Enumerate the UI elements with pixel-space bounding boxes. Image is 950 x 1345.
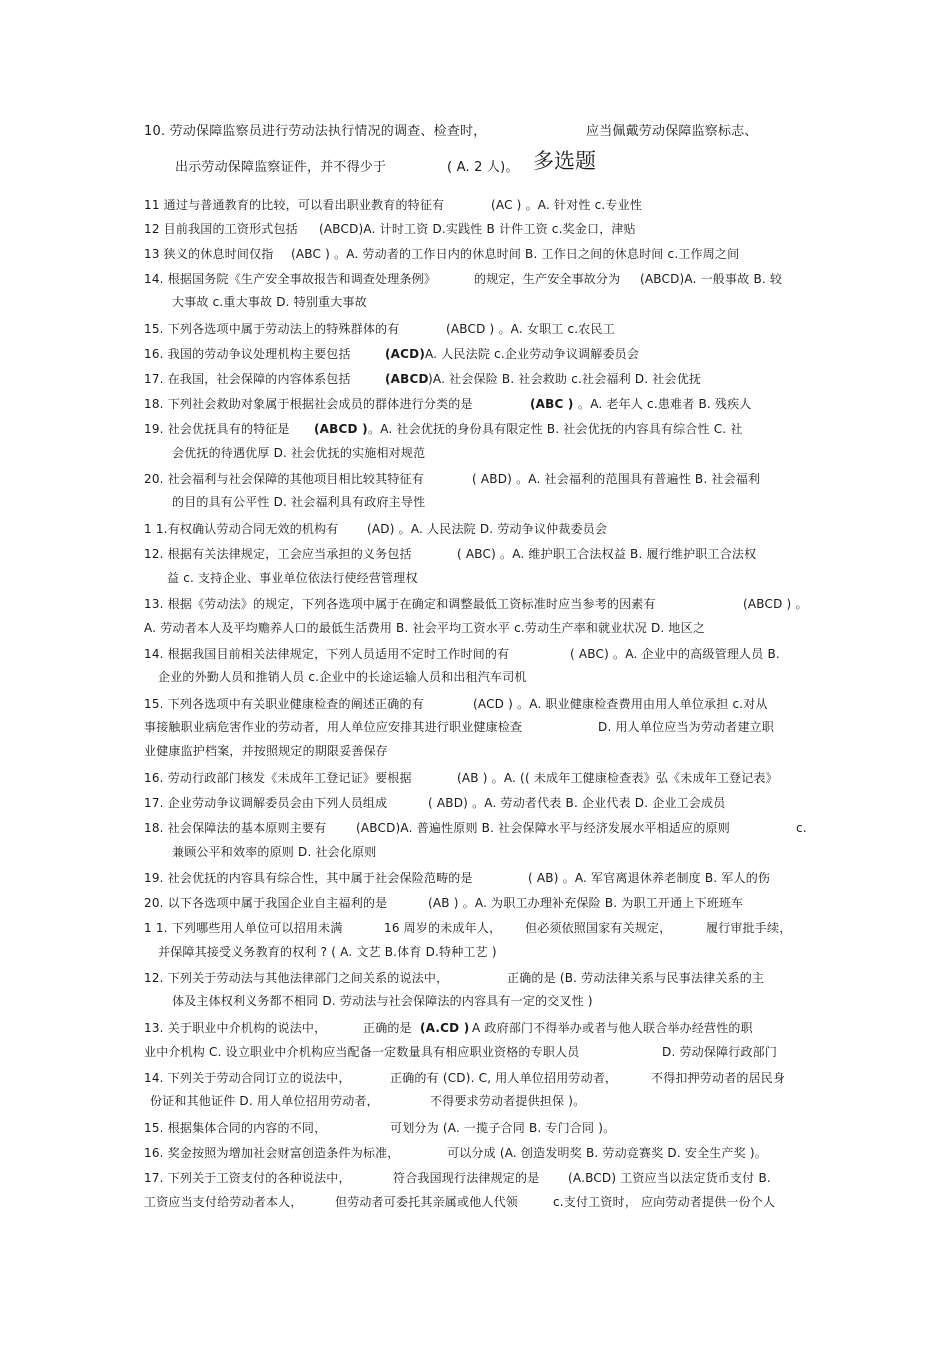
question-text: 17. 在我国，社会保障的内容体系包括	[144, 372, 351, 386]
answer-key: (ABCD	[385, 372, 429, 386]
question-answer: (AD) 。A. 人民法院 D. 劳动争议仲裁委员会	[367, 522, 608, 536]
question-text: 19. 社会优抚的内容具有综合性，其中属于社会保险范畴的是	[144, 871, 473, 885]
question-text: 17. 下列关于工资支付的各种说法中，	[144, 1171, 351, 1185]
question-text: 13. 根据《劳动法》的规定，下列各选项中属于在确定和调整最低工资标准时应当参考的因素有	[144, 597, 656, 611]
question-text: 12. 下列关于劳动法与其他法律部门之间关系的说法中，	[144, 971, 449, 985]
question-answer: (ABCD ) 。A. 女职工 c.农民工	[446, 322, 615, 336]
question-text: 18. 社会保障法的基本原则主要有	[144, 821, 327, 835]
question-answer: 并保障其接受义务教育的权利 ? ( A. 文艺 B.体育 D.特种工艺 )	[158, 945, 497, 959]
question-continuation: 份证和其他证件 D. 用人单位招用劳动者，	[150, 1094, 379, 1108]
q10-line2b: ( A. 2 人)。	[447, 160, 519, 175]
question-text: 正确的是	[363, 1021, 412, 1035]
question-answer: (ACD ) 。A. 职业健康检查费用由用人单位承担 c.对从	[473, 697, 768, 711]
question-text: 13 狭义的休息时间仅指	[144, 247, 274, 261]
question-text: 16 周岁的未成年人，	[384, 921, 502, 935]
question-answer: (ABCD)A. 普遍性原则 B. 社会保障水平与经济发展水平相适应的原则	[356, 821, 730, 835]
question-answer: (ABCD)A. 计时工资 D.实践性 B 计件工资 c.奖金口，津贴	[319, 222, 636, 236]
question-answer: 不得扣押劳动者的居民身	[651, 1071, 786, 1085]
question-answer: ( ABD) 。A. 劳动者代表 B. 企业代表 D. 企业工会成员	[428, 796, 726, 810]
question-continuation: 不得要求劳动者提供担保 )。	[430, 1094, 586, 1108]
question-answer: (A.BCD) 工资应当以法定货币支付 B.	[568, 1171, 771, 1185]
question-answer: 正确的是 (B. 劳动法律关系与民事法律关系的主	[507, 971, 765, 985]
question-continuation: D. 劳动保障行政部门	[662, 1045, 778, 1059]
question-text: 14. 根据我国目前相关法律规定，下列人员适用不定时工作时间的有	[144, 647, 510, 661]
question-text: 15. 根据集体合同的内容的不同，	[144, 1121, 327, 1135]
question-text: 20. 以下各选项中属于我国企业自主福利的是	[144, 896, 388, 910]
question-continuation: 兼顾公平和效率的原则 D. 社会化原则	[172, 845, 377, 859]
question-text: 16. 劳动行政部门核发《未成年工登记证》要根据	[144, 771, 412, 785]
question-text: 14. 根据国务院《生产安全事故报告和调查处理条例》	[144, 272, 437, 286]
question-continuation: A. 劳动者本人及平均赡养人口的最低生活费用 B. 社会平均工资水平 c.劳动生产率和就业状况 D. 地区之	[144, 621, 706, 635]
answer-key: (ABC )	[530, 397, 574, 411]
q10-line1a: 10. 劳动保障监察员进行劳动法执行情况的调查、检查时，	[144, 124, 487, 139]
question-answer: ( ABD) 。A. 社会福利的范围具有普遍性 B. 社会福利	[472, 472, 761, 486]
question-answer: (ABC ) 。A. 劳动者的工作日内的休息时间 B. 工作日之间的休息时间 c.工作周之间	[291, 247, 740, 261]
question-continuation: c.支付工资时， 应向劳动者提供一份个人	[553, 1195, 776, 1209]
answer-key: (A.CD )	[420, 1021, 470, 1035]
question-continuation: 的目的具有公平性 D. 社会福利具有政府主导性	[172, 495, 426, 509]
question-answer: ( AB) 。A. 军官离退休养老制度 B. 军人的伤	[528, 871, 771, 885]
question-text: 17. 企业劳动争议调解委员会由下列人员组成	[144, 796, 388, 810]
question-text: 11 通过与普通教育的比较，可以看出职业教育的特征有	[144, 198, 445, 212]
question-text: 16. 我国的劳动争议处理机构主要包括	[144, 347, 351, 361]
question-continuation: 益 c. 支持企业、事业单位依法行使经营管理权	[167, 571, 418, 585]
question-continuation: 业中介机构 C. 设立职业中介机构应当配备一定数量具有相应职业资格的专职人员	[144, 1045, 580, 1059]
question-text: 16. 奖金按照为增加社会财富创造条件为标准，	[144, 1146, 400, 1160]
question-answer: 可划分为 (A. 一揽子合同 B. 专门合同 )。	[390, 1121, 616, 1135]
question-answer: (AB ) 。A. (( 未成年工健康检查表》弘《未成年工登记表》	[457, 771, 778, 785]
question-continuation: 企业的外勤人员和推销人员 c.企业中的长途运输人员和出租汽车司机	[158, 670, 527, 684]
section-heading: 多选题	[533, 149, 596, 173]
question-continuation: 但劳动者可委托其亲属或他人代领	[335, 1195, 519, 1209]
question-answer: (ABCD)A. 一般事故 B. 较	[640, 272, 783, 286]
question-answer: )A. 社会保险 B. 社会救助 c.社会福利 D. 社会优抚	[428, 372, 702, 386]
question-answer: ( ABC) 。A. 维护职工合法权益 B. 履行维护职工合法权	[457, 547, 757, 561]
question-text: 1 1. 下列哪些用人单位可以招用未满	[144, 921, 343, 935]
question-text: 13. 关于职业中介机构的说法中，	[144, 1021, 327, 1035]
question-answer: ( ABC) 。A. 企业中的高级管理人员 B.	[570, 647, 780, 661]
question-continuation: 体及主体权利义务都不相同 D. 劳动法与社会保障法的内容具有一定的交叉性 )	[172, 994, 593, 1008]
question-answer: 。A. 社会优抚的身份具有限定性 B. 社会优抚的内容具有综合性 C. 社	[368, 422, 743, 436]
question-answer: 。A. 老年人 c.患难者 B. 残疾人	[578, 397, 752, 411]
question-text: 14. 下列关于劳动合同订立的说法中，	[144, 1071, 351, 1085]
question-answer: A. 人民法院 c.企业劳动争议调解委员会	[425, 347, 640, 361]
question-text: 12 目前我国的工资形式包括	[144, 222, 298, 236]
question-continuation: 会优抚的待遇优厚 D. 社会优抚的实施相对规范	[172, 446, 426, 460]
question-text: 18. 下列社会救助对象属于根据社会成员的群体进行分类的是	[144, 397, 473, 411]
question-answer: (ABCD ) 。	[743, 597, 808, 611]
question-answer: A 政府部门不得举办或者与他人联合举办经营性的职	[472, 1021, 753, 1035]
question-answer: 可以分成 (A. 创造发明奖 B. 劳动竞赛奖 D. 安全生产奖 )。	[447, 1146, 767, 1160]
question-text: 20. 社会福利与社会保障的其他项目相比较其特征有	[144, 472, 424, 486]
answer-key: (ACD)	[385, 347, 426, 361]
q10-line1b: 应当佩戴劳动保障监察标志、	[586, 124, 758, 139]
answer-key: (ABCD )	[314, 422, 368, 436]
question-continuation: 工资应当支付给劳动者本人，	[144, 1195, 303, 1209]
question-text: 15. 下列各选项中有关职业健康检查的阐述正确的有	[144, 697, 424, 711]
question-answer: 正确的有 (CD). C, 用人单位招用劳动者，	[390, 1071, 618, 1085]
question-text: 履行审批手续，	[706, 921, 792, 935]
question-continuation: 大事故 c.重大事故 D. 特别重大事故	[172, 295, 367, 309]
question-text: 19. 社会优抚具有的特征是	[144, 422, 290, 436]
q10-line2a: 出示劳动保障监察证件，并不得少于	[175, 160, 387, 175]
question-text: 的规定，生产安全事故分为	[474, 272, 621, 286]
question-answer: c.	[796, 821, 807, 835]
question-answer: (AC ) 。A. 针对性 c.专业性	[491, 198, 643, 212]
question-text: 符合我国现行法律规定的是	[393, 1171, 540, 1185]
question-text: 12. 根据有关法律规定，工会应当承担的义务包括	[144, 547, 412, 561]
question-continuation: D. 用人单位应当为劳动者建立职	[598, 720, 775, 734]
question-text: 但必须依照国家有关规定，	[525, 921, 672, 935]
question-answer: (AB ) 。A. 为职工办理补充保险 B. 为职工开通上下班班车	[428, 896, 744, 910]
question-text: 1 1.有权确认劳动合同无效的机构有	[144, 522, 339, 536]
question-continuation: 事接触职业病危害作业的劳动者，用人单位应安排其进行职业健康检查	[144, 720, 523, 734]
question-text: 15. 下列各选项中属于劳动法上的特殊群体的有	[144, 322, 400, 336]
question-continuation: 业健康监护档案，并按照规定的期限妥善保存	[144, 744, 389, 758]
